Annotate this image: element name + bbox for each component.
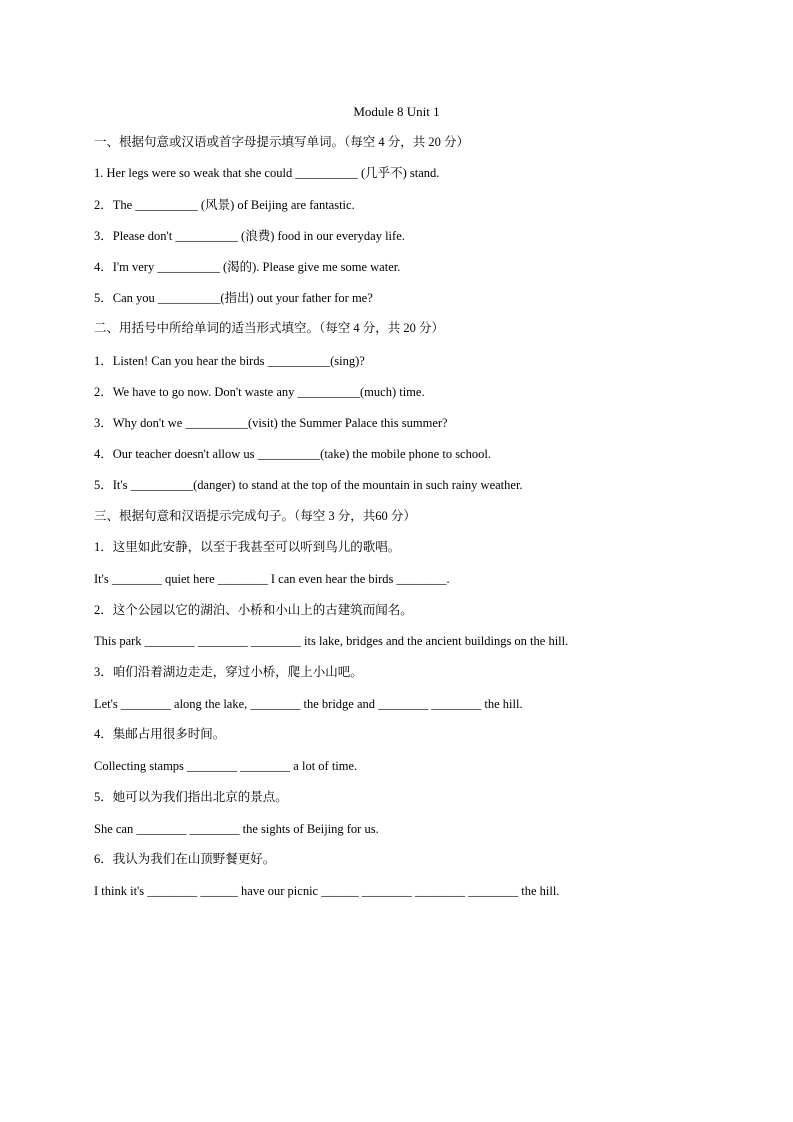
section-3-item-3-english: Let's ________ along the lake, ________ the bridge and ________ ________ the hill. [94,697,523,711]
section-1-item-5: 5．Can you __________(指出) out your father for me? [94,291,373,305]
section-3-item-2-english: This park ________ ________ ________ its lake, bridges and the ancient buildings on the hill. [94,634,569,648]
section-3-item-2-chinese: 2．这个公园以它的湖泊、小桥和小山上的古建筑而闻名。 [94,603,413,617]
section-2-item-3: 3．Why don't we __________(visit) the Summer Palace this summer? [94,416,448,430]
section-2-item-4: 4．Our teacher doesn't allow us __________(take) the mobile phone to school. [94,447,491,461]
section-3-item-1-english: It's ________ quiet here ________ I can even hear the birds ________. [94,572,450,586]
section-2-item-2: 2．We have to go now. Don't waste any __________(much) time. [94,385,425,399]
section-3-item-3-chinese: 3．咱们沿着湖边走走，穿过小桥，爬上小山吧。 [94,665,363,679]
section-1-item-4: 4．I'm very __________ (渴的). Please give me some water. [94,260,401,274]
section-3-item-5-chinese: 5．她可以为我们指出北京的景点。 [94,790,288,804]
section-3-item-6-chinese: 6．我认为我们在山顶野餐更好。 [94,852,276,866]
page-title: Module 8 Unit 1 [353,104,440,119]
section-3-item-5-english: She can ________ ________ the sights of Beijing for us. [94,822,379,836]
section-2-item-1: 1．Listen! Can you hear the birds __________(sing)? [94,354,365,368]
section-2-heading: 二、用括号中所给单词的适当形式填空。（每空 4 分，共 20 分） [94,321,445,335]
section-3-heading: 三、根据句意和汉语提示完成句子。（每空 3 分，共60 分） [94,509,416,523]
section-1-item-1: 1. Her legs were so weak that she could __________ (几乎不) stand. [94,166,440,180]
section-3-item-1-chinese: 1．这里如此安静，以至于我甚至可以听到鸟儿的歌唱。 [94,540,401,554]
section-1-item-3: 3．Please don't __________ (浪费) food in our everyday life. [94,229,405,243]
section-1-heading: 一、根据句意或汉语或首字母提示填写单词。（每空 4 分，共 20 分） [94,135,470,149]
section-3-item-6-english: I think it's ________ ______ have our picnic ______ ________ ________ ________ the hill. [94,884,560,898]
section-3-item-4-chinese: 4．集邮占用很多时间。 [94,727,226,741]
section-3-item-4-english: Collecting stamps ________ ________ a lot of time. [94,759,358,773]
section-1-item-2: 2．The __________ (风景) of Beijing are fantastic. [94,198,355,212]
section-2-item-5: 5．It's __________(danger) to stand at the top of the mountain in such rainy weather. [94,478,523,492]
